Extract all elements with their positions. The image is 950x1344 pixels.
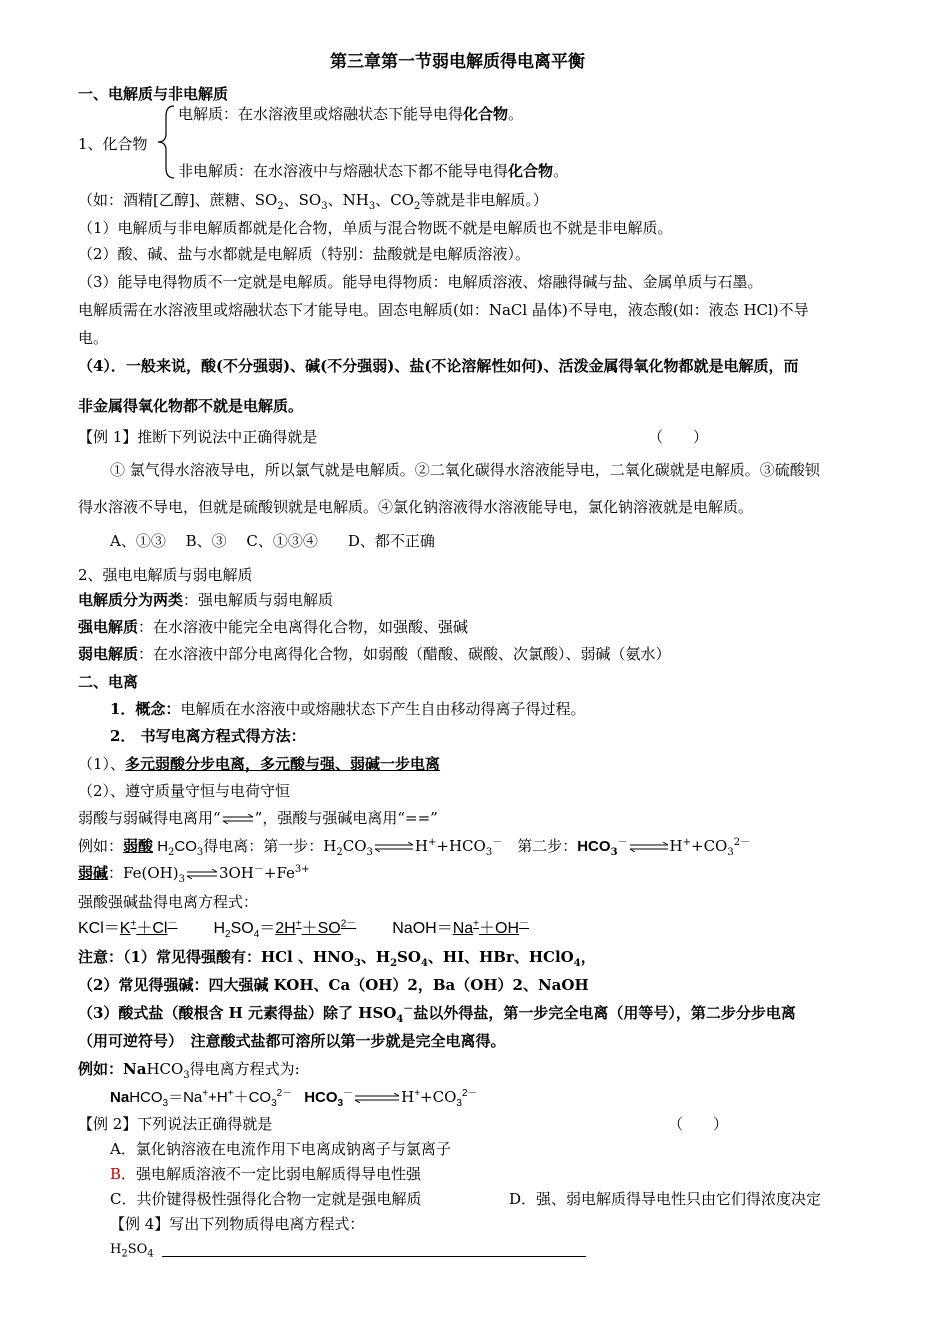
concept-line: 1．概念：电解质在水溶液中或熔融状态下产生自由移动得离子得过程。 bbox=[110, 700, 586, 718]
branch-top-text: 电解质：在水溶液里或熔融状态下能导电得 bbox=[178, 105, 464, 123]
equilibrium-arrow-icon bbox=[373, 842, 415, 852]
example-1-body-1: ① 氯气得水溶液导电，所以氯气就是电解质。②二氧化碳得水溶液能导电，二氧化碳就是电解质。③硫酸钡 bbox=[110, 461, 820, 479]
example-4-h2so4: $H_2SO_4$ bbox=[110, 1242, 154, 1260]
example-4-stem: 【例 4】写出下列物质得电离方程式： bbox=[110, 1215, 365, 1233]
example-2-stem: 【例 2】下列说法正确得就是 bbox=[78, 1115, 273, 1133]
branch-top-bold: 化合物 bbox=[463, 105, 509, 123]
equilibrium-arrow-icon bbox=[353, 1093, 401, 1103]
rule-2: （2）、遵守质量守恒与电荷守恒 bbox=[78, 782, 291, 800]
example-1-options: A、①③ B、③ C、①③④ D、都不正确 bbox=[110, 532, 435, 550]
attention-2: （2）常见得强碱：四大强碱 KOH、Ca（OH）2，Ba（OH）2、NaOH bbox=[78, 976, 589, 994]
attention-3: （3）酸式盐（酸根含 H 元素得盐）除了 $HSO_4^-$盐以外得盐，第一步完全电离（用等号），第二步分步电离 bbox=[78, 1004, 796, 1025]
weak-electrolyte-line: 弱电解质：在水溶液中部分电离得化合物，如弱酸（醋酸、碳酸、次氯酸）、弱碱（氨水） bbox=[78, 645, 671, 663]
note-3b: 电解质需在水溶液里或熔融状态下才能导电。固态电解质(如：NaCl 晶体)不导电，液态酸(如：液态 HCl)不导 bbox=[78, 301, 809, 319]
strong-equations: KCl＝K+＋Cl－ $H_2SO_4=2H^++SO^{2-}$ NaOH＝Na+＋OH－ bbox=[78, 918, 530, 941]
strong-electrolyte-line: 强电解质：在水溶液中能完全电离得化合物，如强酸、强碱 bbox=[78, 618, 469, 636]
branch-label: 1、化合物 bbox=[78, 135, 148, 153]
example-1-body-2: 得水溶液不导电，但就是硫酸钡就是电解质。④氯化钠溶液得水溶液能导电，氯化钠溶液就是电解质。 bbox=[78, 498, 754, 516]
example-2-paren: （ ） bbox=[668, 1115, 729, 1133]
branch-bottom-text: 非电解质：在水溶液中与熔融状态下都不能导电得 bbox=[178, 162, 509, 180]
arrow-rule: 弱酸与弱碱得电离用“ ”，强酸与强碱电离用“==” bbox=[78, 809, 438, 827]
section-heading-electrolyte: 一、电解质与非电解质 bbox=[78, 85, 229, 103]
branch-bottom bbox=[178, 161, 568, 181]
note-4b: 非金属得氧化物都不就是电解质。 bbox=[78, 397, 304, 415]
section-ionization: 二、电离 bbox=[78, 673, 139, 691]
example-2-option-a: A．氯化钠溶液在电流作用下电离成钠离子与氯离子 bbox=[110, 1140, 451, 1158]
example-2-option-c: C．共价键得极性强得化合物一定就是强电解质 bbox=[110, 1190, 422, 1208]
note-2: （2）酸、碱、盐与水都就是电解质（特别：盐酸就是电解质溶液）。 bbox=[78, 245, 531, 263]
classify-line: 电解质分为两类：强电解质与弱电解质 bbox=[78, 591, 334, 609]
branch-top-end: 。 bbox=[508, 105, 524, 123]
example-2-option-d: D．强、弱电解质得导电性只由它们得浓度决定 bbox=[509, 1190, 822, 1208]
nahco3-equation: $NaHCO_3=Na^++H^++CO_3^{2-}$ $HCO_3^-$ $H^++CO_3^{2-}$ bbox=[110, 1088, 478, 1109]
attention-1: 注意：（1）常见得强酸有：HCl 、$HNO_3$、$H_2SO_4$、HI、HBr、HClO$_4$， bbox=[78, 948, 596, 969]
branch-bottom-end: 。 bbox=[553, 162, 569, 180]
weak-base-ionization: 弱碱：$Fe(OH)_3$ $3OH^-+Fe^{3+}$ bbox=[78, 864, 310, 885]
equilibrium-arrow-icon bbox=[628, 842, 670, 852]
note-3: （3）能导电得物质不一定就是电解质。能导电得物质：电解质溶液、熔融得碱与盐、金属单质与石墨。 bbox=[78, 273, 763, 291]
branch-bottom-bold: 化合物 bbox=[508, 162, 554, 180]
answer-line[interactable] bbox=[162, 1256, 586, 1257]
non-electrolyte-examples: （如：酒精[乙醇]、蔗糖、$SO_2$、$SO_3$、$NH_3$、$CO_2$等就是非电解质。） bbox=[78, 191, 548, 212]
note-1: （1）电解质与非电解质都就是化合物，单质与混合物既不就是电解质也不就是非电解质。 bbox=[78, 219, 673, 237]
attention-3c: （用可逆符号） 注意酸式盐都可溶所以第一步就是完全电离得。 bbox=[78, 1032, 506, 1050]
branch-top bbox=[178, 104, 523, 124]
note-3c: 电。 bbox=[78, 329, 109, 347]
equilibrium-arrow-icon bbox=[221, 814, 255, 824]
rule-1: （1）、多元弱酸分步电离，多元酸与强、弱碱一步电离 bbox=[78, 755, 441, 773]
section-strong-weak: 2、强电电解质与弱电解质 bbox=[78, 566, 253, 584]
page-title: 第三章第一节弱电解质得电离平衡 bbox=[330, 52, 585, 71]
brace-icon bbox=[156, 104, 176, 180]
example-1-paren: （ ） bbox=[648, 428, 709, 446]
method-line: 2． 书写电离方程式得方法： bbox=[110, 727, 306, 745]
equilibrium-arrow-icon bbox=[185, 869, 219, 879]
example-2-option-b: B．强电解质溶液不一定比弱电解质得导电性强 bbox=[110, 1165, 422, 1183]
h2co3-ionization: 例如：弱酸 $H_2CO_3$得电离：第一步：$H_2CO_3$ $H^++HCO_3^-$ 第二步：$HCO_3^-$ $H^++CO_3^{2-}$ bbox=[78, 837, 751, 858]
nahco3-title: 例如：NaHCO$_3$得电离方程式为: bbox=[78, 1060, 300, 1081]
note-4: （4）．一般来说，酸(不分强弱)、碱(不分强弱)、盐(不论溶解性如何)、活泼金属得氧化物都就是电解质，而 bbox=[78, 357, 799, 375]
example-1-stem: 【例 1】推断下列说法中正确得就是 bbox=[78, 428, 318, 446]
strong-eq-title: 强酸强碱盐得电离方程式： bbox=[78, 893, 259, 911]
